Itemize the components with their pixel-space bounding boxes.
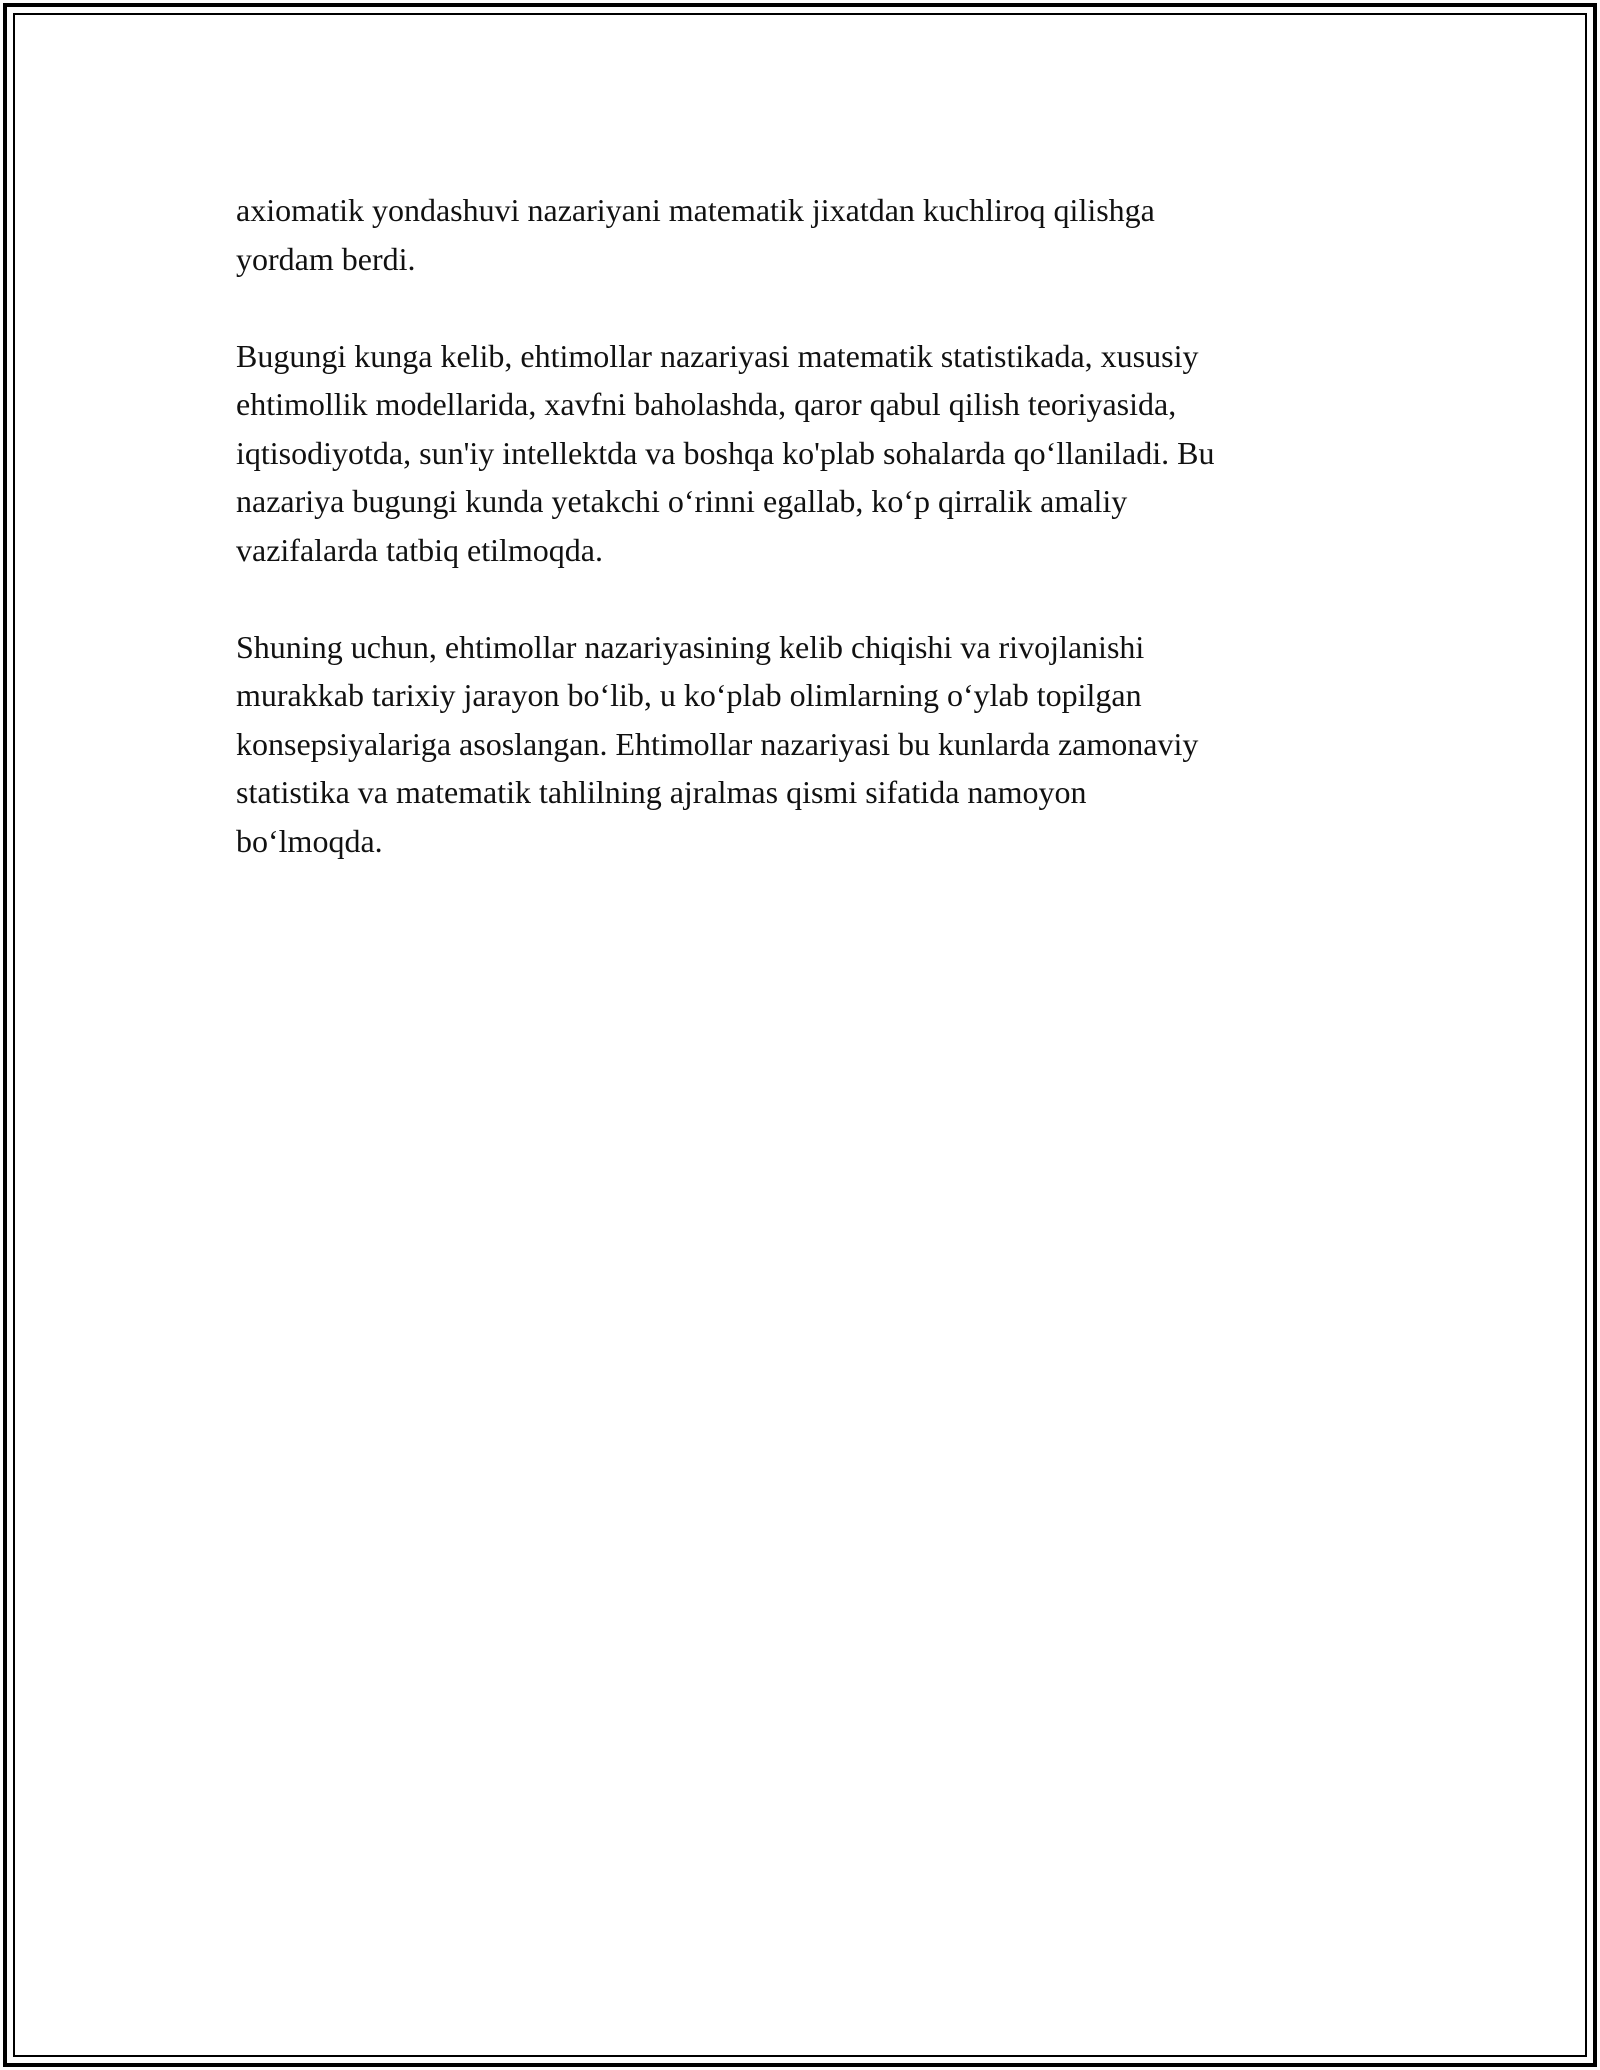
- text-line: yordam berdi.: [236, 240, 416, 277]
- paragraph: [236, 623, 1386, 866]
- text-line: iqtisodiyotda, sun'iy intellektda va boshqa ko'plab sohalarda qo‘llaniladi. Bu: [236, 434, 1215, 471]
- text-line: Shuning uchun, ehtimollar nazariyasining kelib chiqishi va rivojlanishi: [236, 628, 1145, 665]
- text-line: statistika va matematik tahlilning ajralmas qismi sifatida namoyon: [236, 774, 1087, 810]
- text-line: vazifalarda tatbiq etilmoqda.: [236, 531, 603, 568]
- text-line: nazariya bugungi kunda yetakchi o‘rinni egallab, ko‘p qirralik amaliy: [236, 483, 1128, 519]
- text-line: axiomatik yondashuvi nazariyani matematik jixatdan kuchliroq qilishga: [236, 192, 1155, 228]
- text-line: konsepsiyalariga asoslangan. Ehtimollar nazariyasi bu kunlarda zamonaviy: [236, 725, 1199, 762]
- text-line: ehtimollik modellarida, xavfni baholashda, qaror qabul qilish teoriyasida,: [236, 386, 1177, 422]
- text-line: bo‘lmoqda.: [236, 822, 383, 859]
- text-line: murakkab tarixiy jarayon bo‘lib, u ko‘plab olimlarning o‘ylab topilgan: [236, 677, 1142, 713]
- paragraph: [236, 186, 1386, 283]
- document-body: [236, 186, 1386, 914]
- text-line: Bugungi kunga kelib, ehtimollar nazariyasi matematik statistikada, xususiy: [236, 337, 1199, 374]
- paragraph: [236, 332, 1386, 575]
